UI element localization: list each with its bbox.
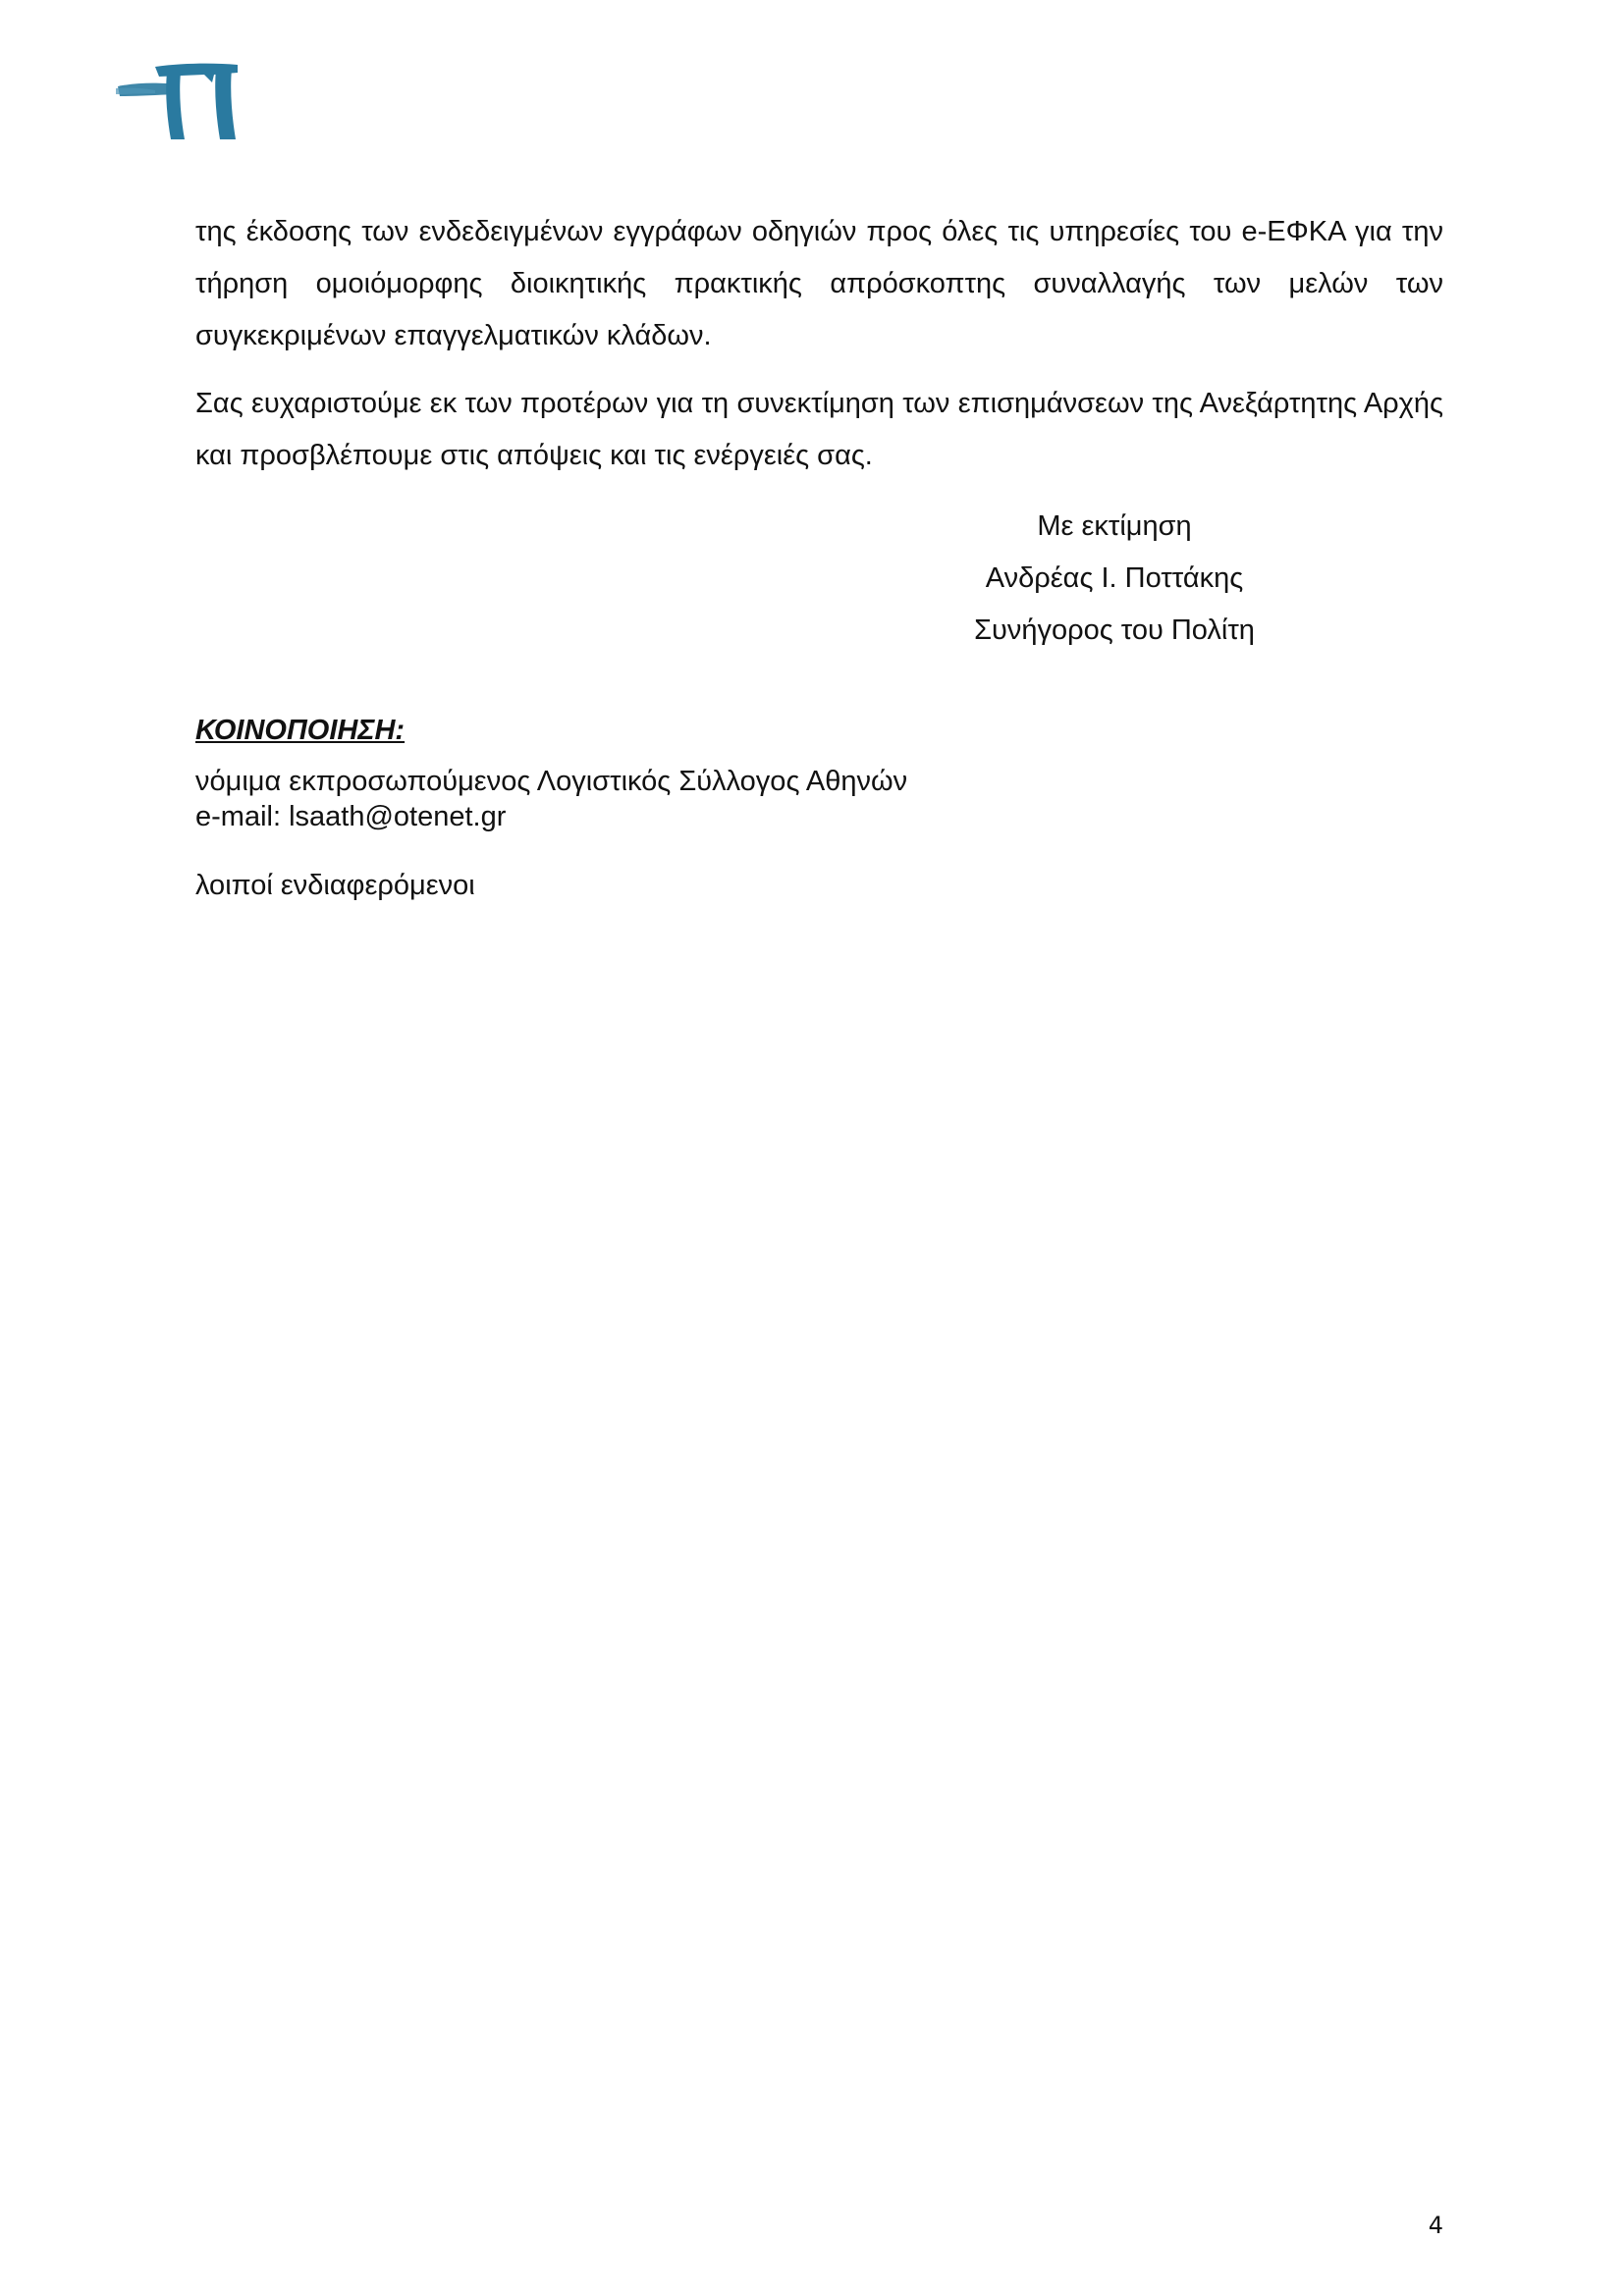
ombudsman-logo-icon bbox=[116, 61, 244, 143]
signature-name: Ανδρέας Ι. Ποττάκης bbox=[985, 562, 1244, 594]
page-number: 4 bbox=[1428, 2212, 1443, 2239]
letter-body bbox=[195, 206, 1443, 482]
body-paragraph: Σας ευχαριστούμε εκ των προτέρων για τη συνεκτίμηση των επισημάνσεων της Ανεξάρτητης Αρχής και προσβλέπουμε στις απόψεις και τις ενέργειές σας. bbox=[195, 388, 1443, 471]
signature-title: Συνήγορος του Πολίτη bbox=[974, 614, 1255, 646]
signature-block bbox=[918, 501, 1311, 657]
cc-others: λοιποί ενδιαφερόμενοι bbox=[195, 870, 475, 901]
cc-recipient: νόμιμα εκπροσωπούμενος Λογιστικός Σύλλογος Αθηνών bbox=[195, 766, 908, 797]
body-paragraph: της έκδοσης των ενδεδειγμένων εγγράφων οδηγιών προς όλες τις υπηρεσίες του e-ΕΦΚΑ για την τήρηση ομοιόμορφης διοικητικής πρακτικής απρόσκοπτης συναλλαγής των μελών των συγκεκριμένων επαγγελματικών κλάδων. bbox=[195, 216, 1443, 351]
cc-email: e-mail: lsaath@otenet.gr bbox=[195, 801, 507, 832]
cc-recipient-block bbox=[195, 764, 907, 834]
signature-closing: Με εκτίμηση bbox=[1037, 510, 1192, 542]
cc-heading: ΚΟΙΝΟΠΟΙΗΣΗ: bbox=[195, 715, 406, 746]
